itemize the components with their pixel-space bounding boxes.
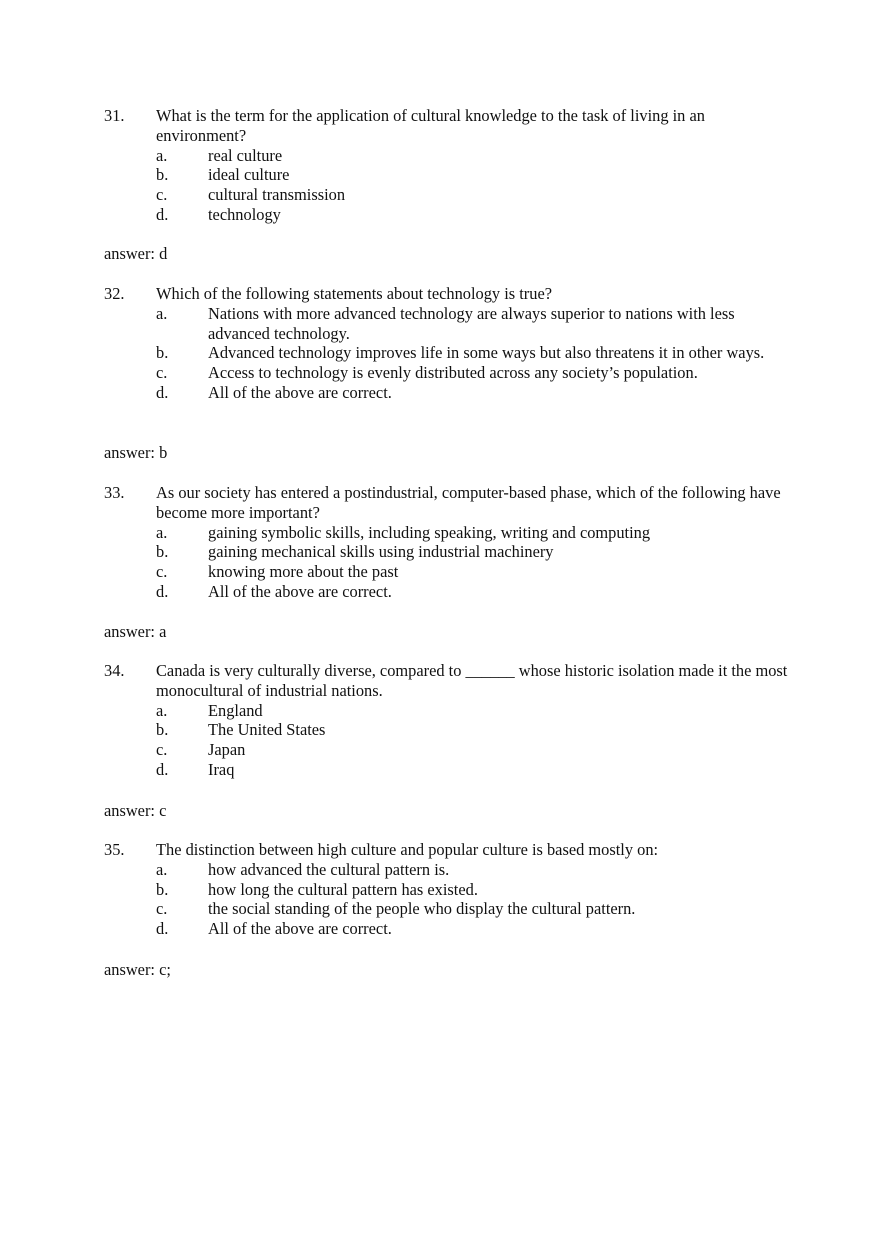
option-text: technology — [208, 204, 281, 224]
option-a — [104, 701, 794, 721]
option-d — [104, 383, 794, 403]
option-letter: c. — [156, 363, 168, 383]
option-text: Access to technology is evenly distributed across any society’s population. — [208, 363, 698, 383]
option-c — [104, 185, 794, 205]
option-letter: c. — [156, 899, 168, 919]
option-letter: b. — [156, 343, 169, 363]
option-b — [104, 165, 794, 185]
option-text: Iraq — [208, 759, 235, 779]
option-c — [104, 899, 794, 919]
question-35 — [104, 840, 794, 939]
option-a — [104, 304, 794, 344]
question-number: 32. — [104, 284, 125, 303]
option-letter: a. — [156, 859, 168, 879]
answer-34: answer: c — [104, 801, 167, 820]
answer-31: answer: d — [104, 244, 168, 263]
option-text: real culture — [208, 145, 283, 165]
question-stem — [104, 106, 794, 146]
option-c — [104, 363, 794, 383]
option-d — [104, 919, 794, 939]
question-number: 31. — [104, 106, 125, 125]
option-letter: a. — [156, 303, 168, 323]
question-number: 35. — [104, 840, 125, 859]
option-text: All of the above are correct. — [208, 382, 392, 402]
option-text: All of the above are correct. — [208, 581, 392, 601]
option-text: Japan — [208, 740, 246, 760]
question-number: 33. — [104, 483, 125, 502]
option-list — [104, 146, 794, 225]
option-c — [104, 740, 794, 760]
option-d — [104, 582, 794, 602]
option-text: cultural transmission — [208, 185, 346, 205]
option-letter: c. — [156, 740, 168, 760]
option-text: how long the cultural pattern has existed. — [208, 879, 478, 899]
option-text: gaining mechanical skills using industrial machinery — [208, 542, 554, 562]
question-stem — [104, 483, 794, 523]
option-list — [104, 304, 794, 403]
question-31 — [104, 106, 794, 225]
option-letter: b. — [156, 542, 169, 562]
question-stem — [104, 840, 794, 860]
option-text: All of the above are correct. — [208, 919, 392, 939]
question-stem — [104, 284, 794, 304]
answer-32: answer: b — [104, 443, 168, 462]
option-a — [104, 523, 794, 543]
option-text: The United States — [208, 720, 326, 740]
option-d — [104, 205, 794, 225]
option-d — [104, 760, 794, 780]
option-b — [104, 542, 794, 562]
option-a — [104, 860, 794, 880]
option-b — [104, 343, 794, 363]
option-letter: a. — [156, 700, 168, 720]
option-letter: a. — [156, 522, 168, 542]
option-list — [104, 523, 794, 602]
option-letter: d. — [156, 204, 169, 224]
option-letter: b. — [156, 165, 169, 185]
option-text: England — [208, 700, 263, 720]
option-b — [104, 880, 794, 900]
option-text: the social standing of the people who display the cultural pattern. — [208, 899, 636, 919]
option-text: ideal culture — [208, 165, 290, 185]
option-list — [104, 860, 794, 939]
question-text: Canada is very culturally diverse, compared to ______ whose historic isolation made it the most monocultural of industrial nations. — [156, 661, 788, 700]
option-text: how advanced the cultural pattern is. — [208, 859, 450, 879]
question-text: Which of the following statements about technology is true? — [156, 284, 553, 303]
option-c — [104, 562, 794, 582]
question-number: 34. — [104, 661, 125, 680]
question-text: The distinction between high culture and popular culture is based mostly on: — [156, 840, 659, 859]
question-text: As our society has entered a postindustrial, computer-based phase, which of the following have become more important? — [156, 483, 781, 522]
option-letter: b. — [156, 720, 169, 740]
option-list — [104, 701, 794, 780]
question-34 — [104, 661, 794, 780]
option-letter: d. — [156, 382, 169, 402]
option-letter: d. — [156, 759, 169, 779]
option-text: Advanced technology improves life in some ways but also threatens it in other ways. — [208, 343, 765, 363]
option-b — [104, 720, 794, 740]
option-letter: b. — [156, 879, 169, 899]
option-letter: c. — [156, 185, 168, 205]
option-letter: a. — [156, 145, 168, 165]
option-text: Nations with more advanced technology are always superior to nations with less advanced technology. — [208, 303, 735, 343]
option-letter: d. — [156, 581, 169, 601]
answer-35: answer: c; — [104, 960, 171, 979]
option-text: gaining symbolic skills, including speaking, writing and computing — [208, 522, 651, 542]
option-letter: c. — [156, 562, 168, 582]
option-a — [104, 146, 794, 166]
question-stem — [104, 661, 794, 701]
answer-33: answer: a — [104, 622, 167, 641]
question-text: What is the term for the application of cultural knowledge to the task of living in an environment? — [156, 106, 705, 145]
option-letter: d. — [156, 919, 169, 939]
question-32 — [104, 284, 794, 403]
option-text: knowing more about the past — [208, 562, 399, 582]
question-33 — [104, 483, 794, 602]
